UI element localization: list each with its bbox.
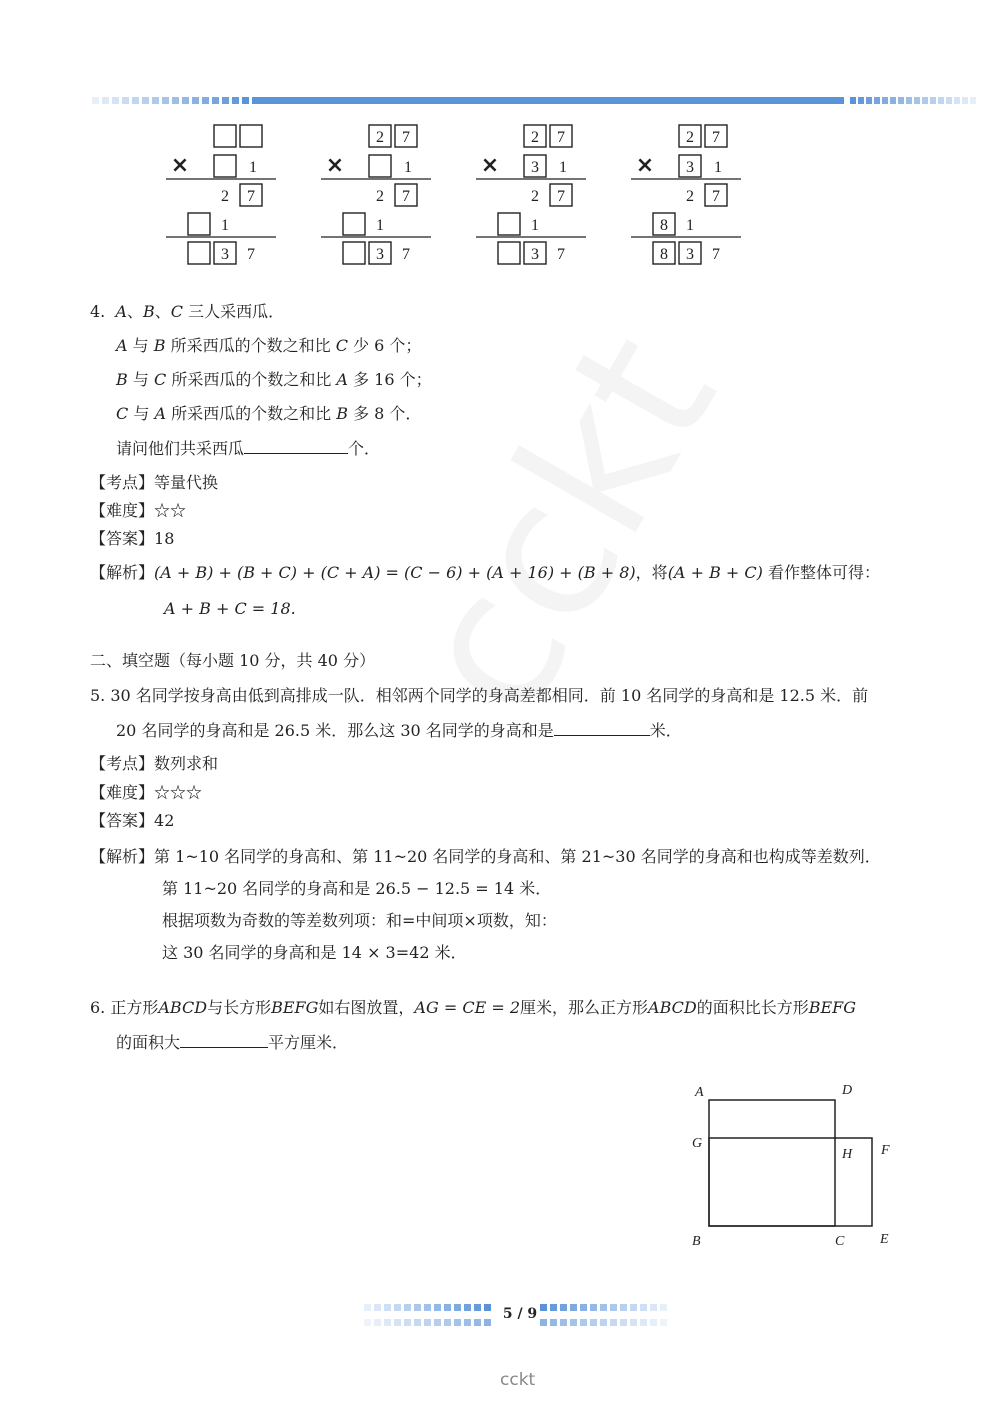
q5-line-1: 5. 30 名同学按身高由低到高排成一队．相邻两个同学的身高差都相同．前 10 名同学的身高和是 12.5 米．前 xyxy=(90,686,869,705)
header-dot xyxy=(182,97,189,104)
footer-dot xyxy=(580,1304,587,1311)
q4-question: 请问他们共采西瓜 个． xyxy=(116,439,381,458)
footer-watermark: cckt xyxy=(500,1370,536,1390)
header-dot xyxy=(898,97,904,104)
header-dot xyxy=(202,97,209,104)
footer-dot xyxy=(580,1319,587,1326)
footer-dot xyxy=(600,1319,607,1326)
digit: 3 xyxy=(376,246,384,263)
puzzle-step xyxy=(476,125,586,264)
header-dot xyxy=(92,97,99,104)
times-sign: × xyxy=(170,153,190,178)
footer-dot xyxy=(434,1319,441,1326)
digit: 7 xyxy=(557,246,565,263)
section-title: 二、填空题（每小题 10 分，共 40 分） xyxy=(90,651,376,670)
q5-jiexi: 【解析】第 1~10 名同学的身高和、第 11~20 名同学的身高和、第 21~30 名同学的身高和也构成等差数列． xyxy=(90,847,881,866)
header-dot xyxy=(914,97,920,104)
footer-dot xyxy=(620,1319,627,1326)
footer-dot xyxy=(374,1304,381,1311)
q4-condition-3: C 与 A 所采西瓜的个数之和比 B 多 8 个． xyxy=(116,404,422,423)
footer-dot xyxy=(454,1319,461,1326)
multiplication-puzzles xyxy=(160,118,750,270)
header-dot xyxy=(858,97,864,104)
footer-dot xyxy=(464,1319,471,1326)
header-dot xyxy=(866,97,872,104)
digit-box xyxy=(343,213,365,235)
digit: 7 xyxy=(712,246,720,263)
footer-dot xyxy=(540,1319,547,1326)
digit: 3 xyxy=(531,159,539,176)
q4-intro: 4. A、B、C 三人采西瓜． xyxy=(90,302,285,321)
footer-dot xyxy=(444,1304,451,1311)
footer-dot xyxy=(454,1304,461,1311)
footer-dot xyxy=(414,1319,421,1326)
footer-dot xyxy=(560,1319,567,1326)
q5-nandu: 【难度】☆☆☆ xyxy=(90,783,203,802)
digit: 7 xyxy=(557,129,565,146)
q5-jiexi-3: 根据项数为奇数的等差数列项：和=中间项×项数，知： xyxy=(162,911,557,930)
digit: 3 xyxy=(686,159,694,176)
times-sign: × xyxy=(635,153,655,178)
q5-jiexi-2: 第 11~20 名同学的身高和是 26.5 − 12.5 = 14 米． xyxy=(162,879,552,898)
square-abcd xyxy=(709,1100,835,1226)
digit-box xyxy=(498,242,520,264)
digit: 3 xyxy=(686,246,694,263)
digit: 2 xyxy=(376,188,384,205)
q4-nandu: 【难度】☆☆ xyxy=(90,501,187,520)
digit: 2 xyxy=(531,129,539,146)
footer-dot xyxy=(404,1304,411,1311)
square-rectangle-figure xyxy=(680,1075,900,1255)
footer-dot xyxy=(640,1319,647,1326)
header-dot xyxy=(112,97,119,104)
footer-dot xyxy=(384,1304,391,1311)
digit-box xyxy=(188,213,210,235)
header-dot xyxy=(142,97,149,104)
header-dot xyxy=(874,97,880,104)
q4-daan: 【答案】18 xyxy=(90,529,175,548)
footer-dot xyxy=(404,1319,411,1326)
footer-dot xyxy=(650,1304,657,1311)
footer-dot xyxy=(660,1319,667,1326)
footer-dot xyxy=(394,1304,401,1311)
footer-dot xyxy=(434,1304,441,1311)
footer-dot xyxy=(484,1304,491,1311)
header-dot xyxy=(212,97,219,104)
digit-box xyxy=(240,125,262,147)
page-number: 5 / 9 xyxy=(502,1306,538,1322)
label-c: C xyxy=(835,1234,845,1249)
digit: 7 xyxy=(402,246,410,263)
footer-dot xyxy=(630,1304,637,1311)
footer-dot xyxy=(570,1319,577,1326)
footer-dot xyxy=(620,1304,627,1311)
header-dot xyxy=(850,97,856,104)
footer-dot xyxy=(660,1304,667,1311)
header-dot xyxy=(906,97,912,104)
footer-dot xyxy=(374,1319,381,1326)
digit: 2 xyxy=(376,129,384,146)
digit-box xyxy=(214,155,236,177)
q5-jiexi-4: 这 30 名同学的身高和是 14 × 3=42 米． xyxy=(162,943,467,962)
digit: 2 xyxy=(221,188,229,205)
digit: 7 xyxy=(247,246,255,263)
footer-dot xyxy=(630,1319,637,1326)
footer-dot xyxy=(570,1304,577,1311)
header-dot xyxy=(930,97,936,104)
header-dot xyxy=(922,97,928,104)
header-dot xyxy=(132,97,139,104)
footer-dot xyxy=(650,1319,657,1326)
digit: 7 xyxy=(712,129,720,146)
digit: 1 xyxy=(531,217,539,234)
digit: 3 xyxy=(221,246,229,263)
digit: 1 xyxy=(221,217,229,234)
footer-dot xyxy=(590,1319,597,1326)
header-dot xyxy=(962,97,968,104)
footer-dot xyxy=(474,1304,481,1311)
header-dot xyxy=(882,97,888,104)
q4-kaodian: 【考点】等量代换 xyxy=(90,473,219,492)
q6-line-1: 6. 正方形ABCD与长方形BEFG如右图放置，AG = CE = 2厘米，那么正方形ABCD的面积比长方形BEFG xyxy=(90,998,857,1017)
header-dot xyxy=(954,97,960,104)
q4-condition-2: B 与 C 所采西瓜的个数之和比 A 多 16 个； xyxy=(116,370,432,389)
times-sign: × xyxy=(325,153,345,178)
footer-dot xyxy=(610,1319,617,1326)
header-dot xyxy=(122,97,129,104)
digit: 2 xyxy=(531,188,539,205)
q4-answer-blank[interactable] xyxy=(244,437,348,454)
puzzle-step xyxy=(321,125,431,264)
header-dot xyxy=(172,97,179,104)
q5-line-2: 20 名同学的身高和是 26.5 米．那么这 30 名同学的身高和是 米． xyxy=(116,721,682,740)
footer-dot xyxy=(364,1319,371,1326)
digit: 7 xyxy=(402,188,410,205)
q4-jiexi: 【解析】(A + B) + (B + C) + (C + A) = (C − 6) + (A + 16) + (B + 8)，将(A + B + C) 看作整体可得： xyxy=(90,563,880,582)
digit: 1 xyxy=(404,159,412,176)
header-dot xyxy=(192,97,199,104)
header-dot xyxy=(152,97,159,104)
header-dot xyxy=(890,97,896,104)
digit: 7 xyxy=(557,188,565,205)
label-b: B xyxy=(692,1234,701,1249)
footer-dot xyxy=(540,1304,547,1311)
label-g: G xyxy=(692,1136,703,1151)
digit-box xyxy=(343,242,365,264)
footer-dot xyxy=(600,1304,607,1311)
digit: 1 xyxy=(249,159,257,176)
digit: 1 xyxy=(376,217,384,234)
header-dot xyxy=(232,97,239,104)
digit: 7 xyxy=(247,188,255,205)
q6-answer-blank[interactable] xyxy=(180,1031,268,1048)
digit: 7 xyxy=(712,188,720,205)
header-dot xyxy=(970,97,976,104)
times-sign: × xyxy=(480,153,500,178)
header-dot xyxy=(938,97,944,104)
header-dot xyxy=(946,97,952,104)
digit: 2 xyxy=(686,188,694,205)
header-dot xyxy=(222,97,229,104)
label-f: F xyxy=(881,1143,890,1158)
q4-jiexi-result: A + B + C = 18. xyxy=(164,599,296,618)
label-e: E xyxy=(880,1232,889,1247)
puzzle-step xyxy=(631,125,741,264)
digit: 1 xyxy=(686,217,694,234)
footer-dot xyxy=(364,1304,371,1311)
digit-box xyxy=(214,125,236,147)
q6-line-2: 的面积大 平方厘米． xyxy=(116,1033,349,1052)
footer-dot xyxy=(424,1304,431,1311)
digit: 1 xyxy=(559,159,567,176)
footer-dot xyxy=(444,1319,451,1326)
footer-dot xyxy=(590,1304,597,1311)
header-dot xyxy=(162,97,169,104)
puzzle-step xyxy=(166,125,276,264)
footer-dot xyxy=(424,1319,431,1326)
label-d: D xyxy=(842,1083,853,1098)
digit: 8 xyxy=(660,217,668,234)
digit: 7 xyxy=(402,129,410,146)
q4-condition-1: A 与 B 所采西瓜的个数之和比 C 少 6 个； xyxy=(116,336,422,355)
header-dot xyxy=(102,97,109,104)
footer-dot xyxy=(610,1304,617,1311)
footer-dot xyxy=(550,1319,557,1326)
q5-answer-blank[interactable] xyxy=(554,719,650,736)
header-bar xyxy=(0,95,1000,109)
footer-dot xyxy=(474,1319,481,1326)
digit: 2 xyxy=(686,129,694,146)
digit: 3 xyxy=(531,246,539,263)
label-a: A xyxy=(695,1085,704,1100)
footer-dot xyxy=(550,1304,557,1311)
q5-kaodian: 【考点】数列求和 xyxy=(90,754,219,773)
footer-dot xyxy=(484,1319,491,1326)
watermark xyxy=(370,299,758,750)
digit-box xyxy=(369,155,391,177)
label-h: H xyxy=(842,1147,853,1162)
footer-dot xyxy=(640,1304,647,1311)
digit-box xyxy=(498,213,520,235)
q5-daan: 【答案】42 xyxy=(90,811,175,830)
footer-dot xyxy=(394,1319,401,1326)
header-dot xyxy=(242,97,249,104)
digit: 1 xyxy=(714,159,722,176)
digit-box xyxy=(188,242,210,264)
digit: 8 xyxy=(660,246,668,263)
footer-dot xyxy=(464,1304,471,1311)
footer-dot xyxy=(384,1319,391,1326)
footer-dot xyxy=(414,1304,421,1311)
footer-dot xyxy=(560,1304,567,1311)
